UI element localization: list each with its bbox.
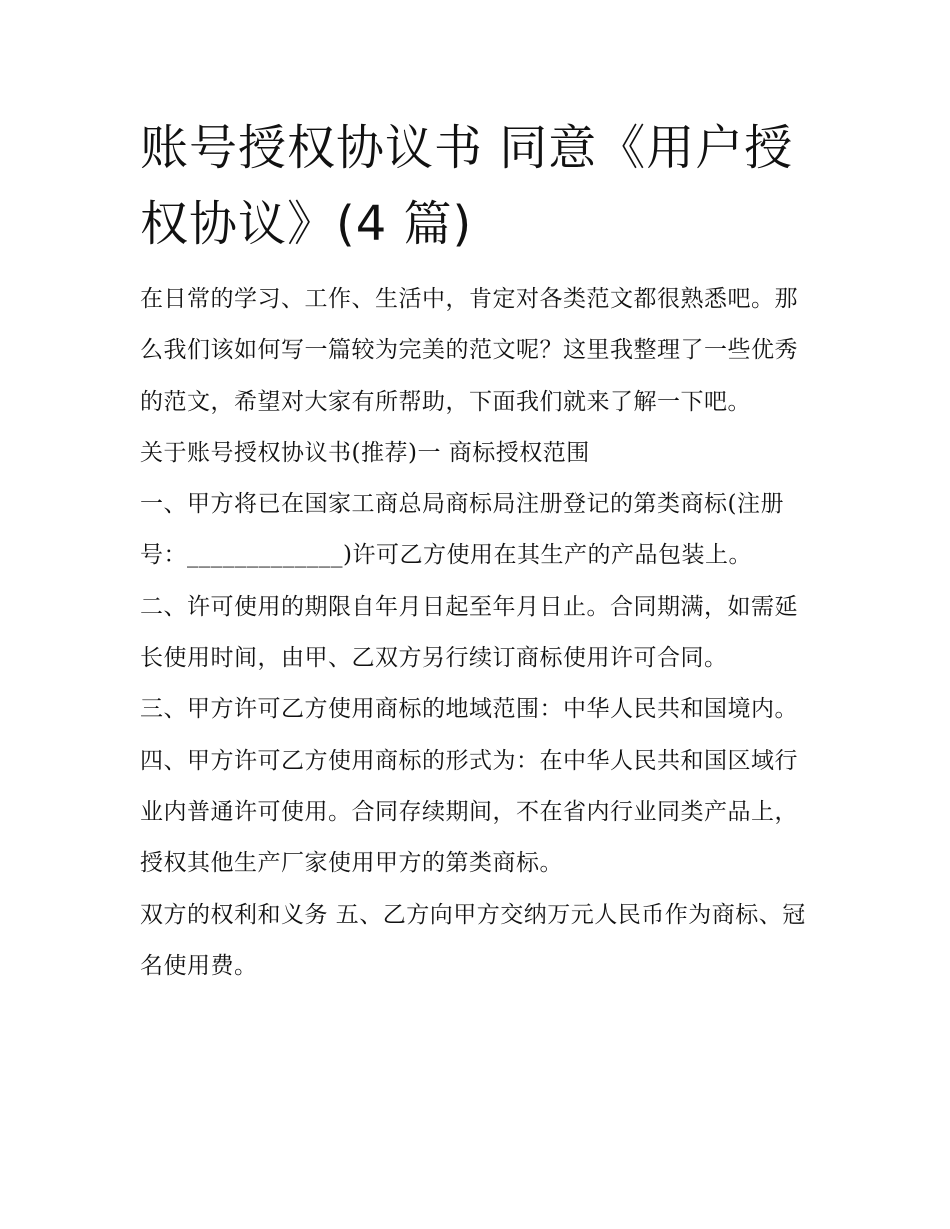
clause-4: 四、甲方许可乙方使用商标的形式为：在中华人民共和国区域行业内普通许可使用。合同存续期间，不在省内行业同类产品上，授权其他生产厂家使用甲方的第类商标。: [140, 747, 798, 877]
intro-paragraph: 在日常的学习、工作、生活中，肯定对各类范文都很熟悉吧。那么我们该如何写一篇较为完美的范文呢？这里我整理了一些优秀的范文，希望对大家有所帮助，下面我们就来了解一下吧。: [140, 286, 798, 415]
clause-3: 三、甲方许可乙方使用商标的地域范围：中华人民共和国境内。: [140, 696, 798, 723]
document-title: 账号授权协议书 同意《用户授权协议》(4 篇): [140, 120, 794, 252]
section-heading: 关于账号授权协议书(推荐)一 商标授权范围: [140, 439, 590, 466]
document-body: [140, 274, 820, 992]
clause-5: 双方的权利和义务 五、乙方向甲方交纳万元人民币作为商标、冠名使用费。: [140, 901, 806, 979]
clause-2: 二、许可使用的期限自年月日起至年月日止。合同期满，如需延长使用时间，由甲、乙双方另行续订商标使用许可合同。: [140, 593, 798, 672]
clause-1: 一、甲方将已在国家工商总局商标局注册登记的第类商标(注册号：_____________)许可乙方使用在其生产的产品包装上。: [140, 491, 784, 569]
